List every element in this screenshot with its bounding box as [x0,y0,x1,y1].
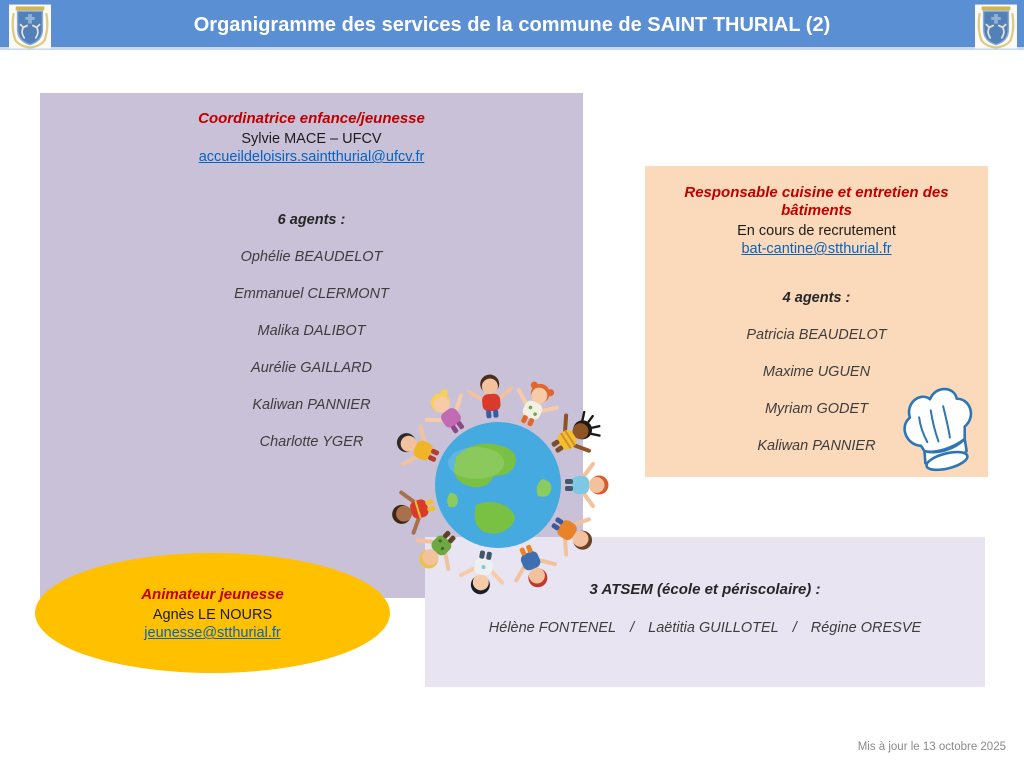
cuisine-status: En cours de recrutement [737,223,896,239]
atsem-separator: / [630,620,635,636]
agent-name: Myriam GODET [764,401,869,417]
coordinatrice-person: Sylvie MACE – UFCV [241,131,382,147]
coat-of-arms-icon [975,4,1017,49]
agent-name: Aurélie GAILLARD [251,360,372,376]
coordinatrice-title: Coordinatrice enfance/jeunesse [198,110,425,127]
cuisine-agents-label: 4 agents : [782,290,851,306]
animateur-email-link[interactable]: jeunesse@stthurial.fr [144,625,281,641]
animateur-person: Agnès LE NOURS [152,607,273,623]
agent-name: Maxime UGUEN [762,364,871,380]
coat-of-arms-icon [9,4,51,49]
atsem-name: Laëtitia GUILLOTEL [648,620,779,636]
atsem-separator: / [792,620,797,636]
children-around-globe-illustration [392,381,618,596]
agent-name: Emmanuel CLERMONT [234,286,389,302]
agent-name: Malika DALIBOT [257,323,366,339]
update-date: Mis à jour le 13 octobre 2025 [857,741,1006,753]
animateur-ellipse [35,553,390,673]
agent-name: Kaliwan PANNIER [252,397,371,413]
atsem-name: Hélène FONTENEL [488,620,617,636]
cuisine-title: Responsable cuisine et entretien des bâtiments [684,184,949,219]
atsem-title: 3 ATSEM (école et périscolaire) : [589,581,821,598]
coordinatrice-email-link[interactable]: accueildeloisirs.saintthurial@ufcv.fr [198,149,425,165]
cuisine-email-link[interactable]: bat-cantine@stthurial.fr [741,241,892,257]
agent-name: Charlotte YGER [259,434,364,450]
header-bar [0,0,1024,50]
coordinatrice-agents-label: 6 agents : [277,212,346,228]
chef-hat-icon [899,383,979,478]
atsem-name: Régine ORESVE [810,620,922,636]
atsem-names [425,620,985,636]
agent-name: Patricia BEAUDELOT [746,327,887,343]
agent-name: Ophélie BEAUDELOT [240,249,383,265]
animateur-title: Animateur jeunesse [141,586,284,603]
page-title: Organigramme des services de la commune de SAINT THURIAL (2) [193,14,831,36]
agent-name: Kaliwan PANNIER [757,438,876,454]
